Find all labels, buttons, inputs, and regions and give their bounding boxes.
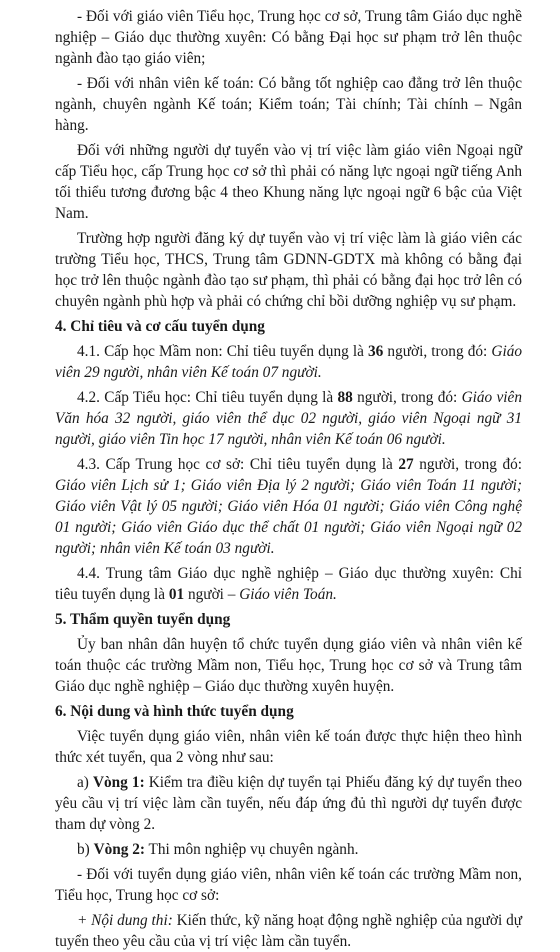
quota-item-4-3 (55, 454, 522, 559)
round-prefix: b) (77, 841, 94, 858)
quota-item-4-4 (55, 563, 522, 605)
quota-lead: 4.4. Trung tâm Giáo dục nghề nghiệp – Giáo dục thường xuyên: Chỉ tiêu tuyển dụng là (55, 565, 522, 603)
round-text: Kiểm tra điều kiện dự tuyển tại Phiếu đăng ký dự tuyển theo yêu cầu vị trí việc làm cần tuyển, nếu đáp ứng đủ thì người dự tuyển được tham dự vòng 2. (55, 774, 522, 833)
exam-content-item (55, 910, 522, 952)
paragraph-foreign-language: Đối với những người dự tuyển vào vị trí việc làm giáo viên Ngoại ngữ cấp Tiểu học, cấp Trung học cơ sở thì phải có năng lực ngoại ngữ tiếng Anh tối thiểu tương đương bậc 4 theo Khung năng lực ngoại ngữ 6 bậc của Việt Nam. (55, 142, 522, 222)
quota-detail: Giáo viên Toán. (239, 586, 337, 603)
paragraph-authority: Ủy ban nhân dân huyện tổ chức tuyển dụng giáo viên và nhân viên kế toán thuộc các trường Mầm non, Tiểu học, Trung học cơ sở và Trung tâm Giáo dục nghề nghiệp – Giáo dục thường xuyên huyện. (55, 636, 522, 695)
exam-label: + Nội dung thi: (77, 912, 173, 929)
round-label: Vòng 1: (92, 774, 145, 791)
quota-item-4-1 (55, 341, 522, 383)
quota-lead: 4.1. Cấp học Mầm non: Chỉ tiêu tuyển dụng là (77, 343, 369, 360)
round-2-item (55, 839, 522, 860)
quota-detail: Giáo viên Lịch sử 1; Giáo viên Địa lý 2 người; Giáo viên Toán 11 người; Giáo viên Vật lý 05 người; Giáo viên Hóa 01 người; Giáo viên Công nghệ 01 người; Giáo viên Giáo dục thể chất 01 người; Giáo viên Ngoại ngữ 02 người; nhân viên Kế toán 03 người. (55, 477, 522, 557)
paragraph-pedagogy-exception: Trường hợp người đăng ký dự tuyển vào vị trí việc làm là giáo viên các trường Tiểu học, THCS, Trung tâm GDNN-GDTX mà không có bằng đại học trở lên thuộc ngành đào tạo sư phạm, thì phải có bằng đại học trở lên có chuyên ngành phù hợp và phải có chứng chỉ bồi dưỡng nghiệp vụ sư phạm. (55, 230, 522, 310)
exam-text: Kiến thức, kỹ năng hoạt động nghề nghiệp của người dự tuyển theo yêu cầu của vị trí việc làm cần tuyển. (55, 912, 523, 950)
quota-count: 27 (398, 456, 414, 473)
quota-item-4-2 (55, 387, 522, 450)
round-label: Vòng 2: (93, 841, 145, 858)
quota-lead: 4.3. Cấp Trung học cơ sở: Chỉ tiêu tuyển dụng là (77, 456, 399, 473)
quota-count: 01 (168, 586, 185, 603)
quota-detail: Giáo viên Văn hóa 32 người, giáo viên thể dục 02 người, giáo viên Ngoại ngữ 31 người, giáo viên Tin học 17 người, nhân viên Kế toán 06 người. (55, 389, 522, 448)
paragraph-requirement-primary: - Đối với giáo viên Tiểu học, Trung học cơ sở, Trung tâm Giáo dục nghề nghiệp – Giáo dục thường xuyên: Có bằng Đại học sư phạm trở lên thuộc ngành đào tạo giáo viên; (55, 8, 522, 67)
quota-count: 88 (337, 389, 353, 406)
quota-count: 36 (368, 343, 384, 360)
round-1-item (55, 772, 522, 835)
quota-mid: người, trong đó: (383, 343, 492, 360)
paragraph-requirement-accountant: - Đối với nhân viên kế toán: Có bằng tốt nghiệp cao đẳng trở lên thuộc ngành, chuyên ngành Kế toán; Kiểm toán; Tài chính; Tài chính – Ngân hàng. (55, 75, 522, 134)
quota-mid: người, trong đó: (413, 456, 522, 473)
heading-section-4: 4. Chỉ tiêu và cơ cấu tuyển dụng (55, 318, 265, 335)
quota-mid: người – (184, 586, 240, 603)
round-text: Thi môn nghiệp vụ chuyên ngành. (145, 841, 359, 858)
paragraph-applies-to: - Đối với tuyển dụng giáo viên, nhân viên kế toán các trường Mầm non, Tiểu học, Trung học cơ sở: (55, 866, 522, 904)
quota-lead: 4.2. Cấp Tiểu học: Chỉ tiêu tuyển dụng là (77, 389, 338, 406)
heading-section-6: 6. Nội dung và hình thức tuyển dụng (55, 703, 294, 720)
quota-detail: Giáo viên 29 người, nhân viên Kế toán 07 người. (55, 343, 522, 381)
quota-mid: người, trong đó: (352, 389, 462, 406)
round-prefix: a) (77, 774, 93, 791)
heading-section-5: 5. Thẩm quyền tuyển dụng (55, 611, 231, 628)
paragraph-selection-intro: Việc tuyển dụng giáo viên, nhân viên kế toán được thực hiện theo hình thức xét tuyển, qua 2 vòng như sau: (55, 728, 522, 766)
